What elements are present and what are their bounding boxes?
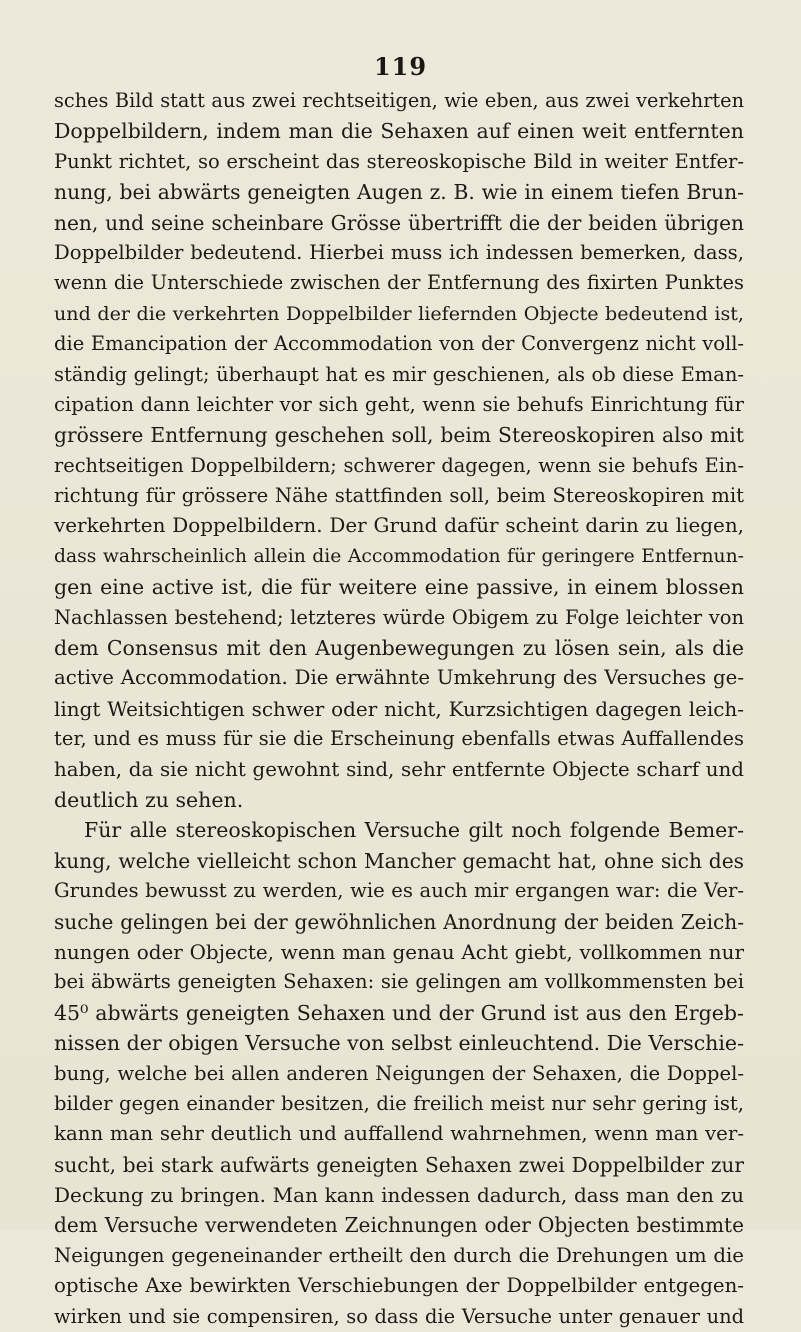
text-line: dass wahrscheinlich allein die Accommodation für geringere Entfernun- [54, 545, 744, 567]
text-line: kann man sehr deutlich und auffallend wahrnehmen, wenn man ver- [54, 1122, 744, 1146]
text-line: ständig gelingt; überhaupt hat es mir geschienen, als ob diese Eman- [54, 362, 744, 386]
text-line: dem Versuche verwendeten Zeichnungen oder Objecten bestimmte [54, 1213, 744, 1238]
text-line: bung, welche bei allen anderen Neigungen der Sehaxen, die Doppel- [54, 1061, 744, 1085]
body-text [54, 86, 744, 1332]
text-line: suche gelingen bei der gewöhnlichen Anordnung der beiden Zeich- [54, 909, 744, 934]
text-line: Für alle stereoskopischen Versuche gilt noch folgende Bemer- [84, 818, 744, 843]
text-line: cipation dann leichter vor sich geht, wenn sie behufs Einrichtung für [54, 392, 744, 416]
text-line: gen eine active ist, die für weitere eine passive, in einem blossen [54, 575, 744, 600]
text-line: rechtseitigen Doppelbildern; schwerer dagegen, wenn sie behufs Ein- [54, 453, 744, 477]
text-line: nissen der obigen Versuche von selbst einleuchtend. Die Verschie- [54, 1031, 744, 1056]
text-line: lingt Weitsichtigen schwer oder nicht, Kurzsichtigen dagegen leich- [54, 696, 744, 721]
text-line: wenn die Unterschiede zwischen der Entfernung des fixirten Punktes [54, 271, 744, 295]
text-line: kung, welche vielleicht schon Mancher gemacht hat, ohne sich des [54, 848, 744, 873]
text-line: bei äbwärts geneigten Sehaxen: sie gelingen am vollkommensten bei [54, 970, 744, 994]
text-line: nung, bei abwärts geneigten Augen z. B. wie in einem tiefen Brun- [54, 180, 744, 205]
text-line: haben, da sie nicht gewohnt sind, sehr entfernte Objecte scharf und [54, 757, 744, 781]
text-line: wirken und sie compensiren, so dass die Versuche unter genauer und [54, 1304, 744, 1328]
text-line: Doppelbildern, indem man die Sehaxen auf einen weit entfernten [54, 119, 744, 144]
text-line: deutlich zu sehen. [54, 787, 244, 812]
text-line: nen, und seine scheinbare Grösse übertrifft die der beiden übrigen [54, 210, 744, 235]
text-line: die Emancipation der Accommodation von der Convergenz nicht voll- [54, 332, 744, 356]
text-line: optische Axe bewirkten Verschiebungen der Doppelbilder entgegen- [54, 1274, 744, 1298]
text-line: Deckung zu bringen. Man kann indessen dadurch, dass man den zu [54, 1183, 744, 1208]
text-line: verkehrten Doppelbildern. Der Grund dafür scheint darin zu liegen, [54, 514, 744, 538]
text-line: dem Consensus mit den Augenbewegungen zu lösen sein, als die [54, 636, 744, 661]
text-line: sucht, bei stark aufwärts geneigten Sehaxen zwei Doppelbilder zur [54, 1152, 744, 1177]
text-line: bilder gegen einander besitzen, die freilich meist nur sehr gering ist, [54, 1091, 744, 1115]
text-line: 45⁰ abwärts geneigten Sehaxen und der Grund ist aus den Ergeb- [54, 1000, 744, 1025]
page-number: 119 [373, 52, 428, 81]
text-line: Grundes bewusst zu werden, wie es auch mir ergangen war: die Ver- [54, 879, 744, 903]
text-line: ter, und es muss für sie die Erscheinung ebenfalls etwas Auffallendes [54, 727, 744, 751]
text-line: Doppelbilder bedeutend. Hierbei muss ich indessen bemerken, dass, [54, 240, 744, 264]
text-line: und der die verkehrten Doppelbilder liefernden Objecte bedeutend ist, [54, 301, 744, 325]
text-line: richtung für grössere Nähe stattfinden soll, beim Stereoskopiren mit [54, 484, 744, 508]
text-line: nungen oder Objecte, wenn man genau Acht giebt, vollkommen nur [54, 939, 744, 964]
text-line: sches Bild statt aus zwei rechtseitigen, wie eben, aus zwei verkehrten [54, 89, 744, 112]
text-line: grössere Entfernung geschehen soll, beim Stereoskopiren also mit [54, 423, 744, 448]
text-line: Punkt richtet, so erscheint das stereoskopische Bild in weiter Entfer- [54, 149, 744, 173]
text-line: active Accommodation. Die erwähnte Umkehrung des Versuches ge- [54, 666, 744, 690]
text-line: Nachlassen bestehend; letzteres würde Obigem zu Folge leichter von [54, 605, 744, 629]
text-line: Neigungen gegeneinander ertheilt den durch die Drehungen um die [54, 1243, 744, 1267]
